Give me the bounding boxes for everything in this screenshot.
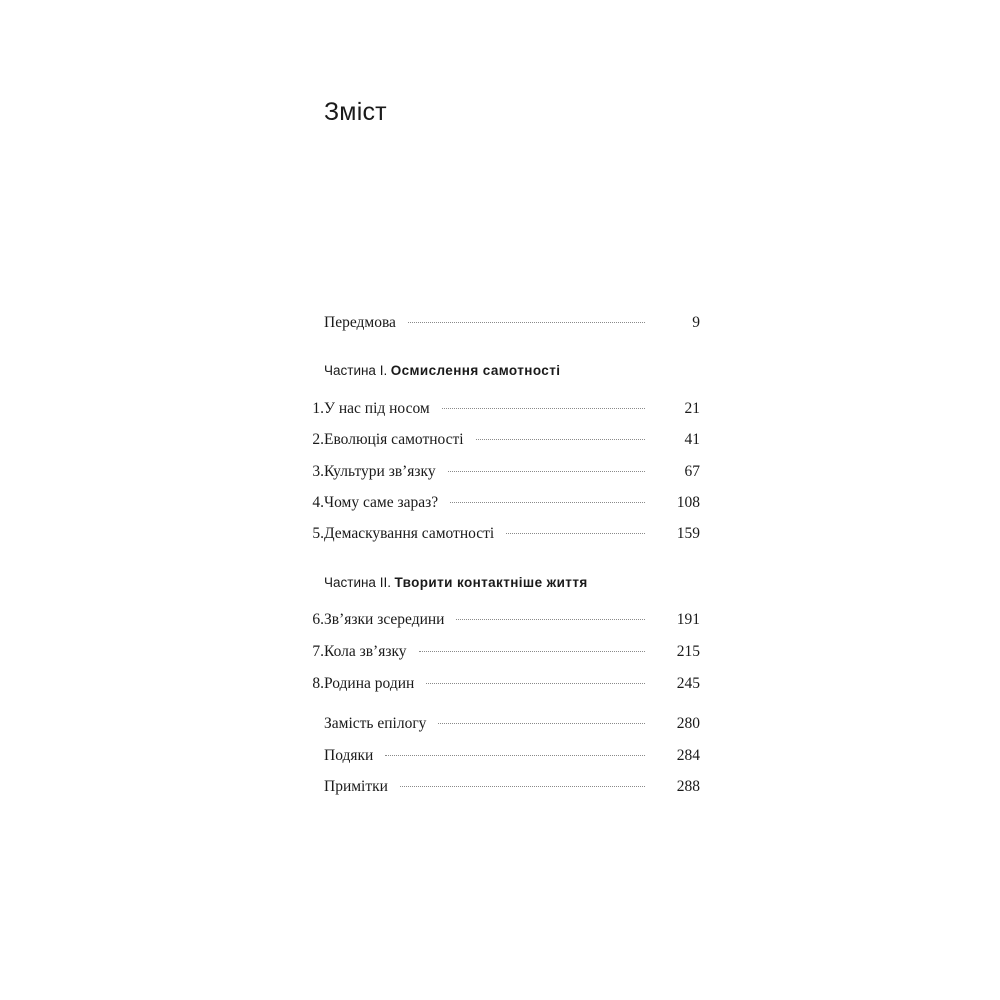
entry-title: Культури зв’язку	[324, 463, 436, 480]
entry-title: Зв’язки зсередини	[324, 611, 445, 628]
entry-page-number: 41	[684, 431, 700, 448]
toc-entry-chapter-2	[300, 428, 700, 452]
page-title: Зміст	[324, 98, 387, 126]
chapter-number: 6.	[312, 611, 324, 628]
entry-page-number: 67	[684, 463, 700, 480]
chapter-number: 4.	[312, 494, 324, 511]
toc-entry-chapter-3	[300, 460, 700, 484]
dot-leader	[426, 682, 645, 684]
entry-page-number: 21	[684, 400, 700, 417]
entry-title: Чому саме зараз?	[324, 494, 439, 511]
dot-leader	[448, 470, 645, 472]
dot-leader	[456, 618, 645, 620]
entry-page-number: 9	[692, 314, 700, 331]
toc-entry-chapter-7	[300, 640, 700, 664]
toc-entry-preface	[300, 311, 700, 335]
entry-title: Демаскування самотності	[324, 525, 495, 542]
entry-title: Передмова	[324, 314, 396, 331]
entry-page-number: 159	[676, 525, 700, 542]
entry-title: Кола зв’язку	[324, 643, 407, 660]
entry-page-number: 215	[676, 643, 700, 660]
chapter-number: 1.	[312, 400, 324, 417]
dot-leader	[506, 532, 645, 534]
dot-leader	[450, 501, 645, 503]
dot-leader	[419, 650, 645, 652]
toc-entry-chapter-8	[300, 672, 700, 696]
part-name: Осмислення самотності	[390, 363, 561, 378]
chapter-number: 2.	[312, 431, 324, 448]
chapter-number: 7.	[312, 643, 324, 660]
dot-leader	[438, 722, 645, 724]
chapter-number: 8.	[312, 675, 324, 692]
dot-leader	[476, 438, 645, 440]
entry-page-number: 245	[676, 675, 700, 692]
entry-page-number: 108	[676, 494, 700, 511]
toc-entry-chapter-5	[300, 522, 700, 546]
entry-title: У нас під носом	[324, 400, 430, 417]
part-name: Творити контактніше життя	[394, 575, 588, 590]
entry-title: Замість епілогу	[324, 715, 427, 732]
toc-entry-chapter-1	[300, 397, 700, 421]
dot-leader	[400, 785, 645, 787]
entry-title: Подяки	[324, 747, 374, 764]
entry-page-number: 288	[676, 778, 700, 795]
toc-entry-acknowledgements	[300, 744, 700, 768]
toc-entry-epilogue	[300, 712, 700, 736]
entry-page-number: 191	[676, 611, 700, 628]
dot-leader	[442, 407, 645, 409]
part-label: Частина II.	[324, 575, 391, 590]
toc-entry-notes	[300, 775, 700, 799]
dot-leader	[385, 754, 645, 756]
entry-page-number: 280	[676, 715, 700, 732]
toc-entry-chapter-4	[300, 491, 700, 515]
part-label: Частина I.	[324, 363, 388, 378]
part-heading-1	[324, 360, 560, 383]
chapter-number: 5.	[312, 525, 324, 542]
entry-title: Родина родин	[324, 675, 415, 692]
dot-leader	[408, 321, 645, 323]
chapter-number: 3.	[312, 463, 324, 480]
entry-title: Примітки	[324, 778, 388, 795]
entry-page-number: 284	[676, 747, 700, 764]
toc-entry-chapter-6	[300, 608, 700, 632]
entry-title: Еволюція самотності	[324, 431, 464, 448]
part-heading-2	[324, 572, 588, 595]
